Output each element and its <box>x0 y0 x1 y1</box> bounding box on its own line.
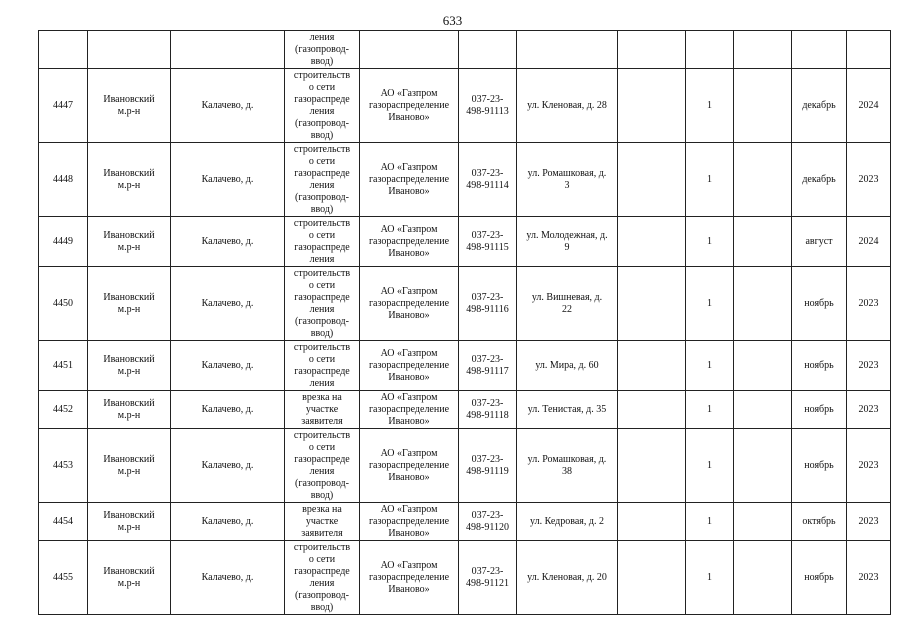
cell-code: 037-23- 498-91115 <box>459 217 517 267</box>
cell-empty <box>734 429 792 503</box>
cell-municipality: Ивановский м.р-н <box>88 143 171 217</box>
cell-address: ул. Кленовая, д. 28 <box>517 69 618 143</box>
cell-count: 1 <box>686 217 734 267</box>
table-row <box>39 69 891 143</box>
cell-year: 2023 <box>847 267 891 341</box>
cell-address: ул. Тенистая, д. 35 <box>517 391 618 429</box>
cell-work-type: строительств о сети газораспреде ления (газопровод- ввод) <box>285 267 360 341</box>
cell-code: 037-23- 498-91116 <box>459 267 517 341</box>
cell-count: 1 <box>686 429 734 503</box>
cell-empty <box>734 267 792 341</box>
cell-empty <box>734 503 792 541</box>
cell-organization: АО «Газпром газораспределение Иваново» <box>360 429 459 503</box>
cell-year: 2023 <box>847 429 891 503</box>
table-row <box>39 541 891 615</box>
cell-month: ноябрь <box>792 429 847 503</box>
cell-organization: АО «Газпром газораспределение Иваново» <box>360 69 459 143</box>
continued-row <box>39 31 891 69</box>
cell-empty <box>734 341 792 391</box>
cell-work-type: строительств о сети газораспреде ления (газопровод- ввод) <box>285 429 360 503</box>
cell-address: ул. Кедровая, д. 2 <box>517 503 618 541</box>
cell-month: ноябрь <box>792 341 847 391</box>
table-row <box>39 391 891 429</box>
cell-address: ул. Ромашковая, д. 3 <box>517 143 618 217</box>
cell-year: 2024 <box>847 217 891 267</box>
cell-empty <box>618 429 686 503</box>
cell-empty <box>734 69 792 143</box>
cell-year: 2024 <box>847 69 891 143</box>
cell-organization: АО «Газпром газораспределение Иваново» <box>360 341 459 391</box>
cell-empty <box>618 31 686 69</box>
cell-month: декабрь <box>792 143 847 217</box>
table-row <box>39 267 891 341</box>
cell-year: 2023 <box>847 391 891 429</box>
cell-count: 1 <box>686 503 734 541</box>
cell-municipality: Ивановский м.р-н <box>88 217 171 267</box>
cell-empty <box>171 31 285 69</box>
cell-organization: АО «Газпром газораспределение Иваново» <box>360 541 459 615</box>
page-number: 633 <box>442 13 463 28</box>
table-row <box>39 429 891 503</box>
cell-number: 4450 <box>39 267 88 341</box>
cell-empty <box>734 217 792 267</box>
cell-empty <box>360 31 459 69</box>
cell-locality: Калачево, д. <box>171 341 285 391</box>
cell-municipality: Ивановский м.р-н <box>88 429 171 503</box>
cell-count: 1 <box>686 267 734 341</box>
cell-address: ул. Мира, д. 60 <box>517 341 618 391</box>
cell-organization: АО «Газпром газораспределение Иваново» <box>360 503 459 541</box>
cell-locality: Калачево, д. <box>171 69 285 143</box>
cell-organization: АО «Газпром газораспределение Иваново» <box>360 143 459 217</box>
cell-municipality: Ивановский м.р-н <box>88 503 171 541</box>
cell-empty <box>459 31 517 69</box>
cell-work-type: врезка на участке заявителя <box>285 391 360 429</box>
cell-locality: Калачево, д. <box>171 391 285 429</box>
cell-municipality: Ивановский м.р-н <box>88 341 171 391</box>
cell-municipality: Ивановский м.р-н <box>88 541 171 615</box>
cell-empty <box>686 31 734 69</box>
cell-year: 2023 <box>847 541 891 615</box>
table-row <box>39 217 891 267</box>
cell-number: 4454 <box>39 503 88 541</box>
cell-count: 1 <box>686 143 734 217</box>
cell-month: октябрь <box>792 503 847 541</box>
cell-empty <box>618 391 686 429</box>
table-row <box>39 341 891 391</box>
cell-empty <box>847 31 891 69</box>
cell-number: 4455 <box>39 541 88 615</box>
cell-month: ноябрь <box>792 267 847 341</box>
cell-work-type: строительств о сети газораспреде ления (газопровод- ввод) <box>285 541 360 615</box>
cell-address: ул. Молодежная, д. 9 <box>517 217 618 267</box>
cell-locality: Калачево, д. <box>171 541 285 615</box>
cell-address: ул. Ромашковая, д. 38 <box>517 429 618 503</box>
cell-year: 2023 <box>847 503 891 541</box>
cell-locality: Калачево, д. <box>171 267 285 341</box>
cell-organization: АО «Газпром газораспределение Иваново» <box>360 391 459 429</box>
cell-municipality: Ивановский м.р-н <box>88 267 171 341</box>
cell-empty <box>618 217 686 267</box>
cell-empty <box>618 69 686 143</box>
cell-code: 037-23- 498-91121 <box>459 541 517 615</box>
cell-empty <box>734 31 792 69</box>
cell-count: 1 <box>686 341 734 391</box>
cell-address: ул. Вишневая, д. 22 <box>517 267 618 341</box>
cell-number: 4447 <box>39 69 88 143</box>
cell-month: декабрь <box>792 69 847 143</box>
cell-empty <box>618 503 686 541</box>
cell-month: ноябрь <box>792 391 847 429</box>
table-row <box>39 503 891 541</box>
cell-empty <box>88 31 171 69</box>
cell-locality: Калачево, д. <box>171 143 285 217</box>
cell-month: август <box>792 217 847 267</box>
cell-locality: Калачево, д. <box>171 429 285 503</box>
cell-work-type: строительств о сети газораспреде ления <box>285 217 360 267</box>
cell-number: 4451 <box>39 341 88 391</box>
cell-month: ноябрь <box>792 541 847 615</box>
cell-number: 4453 <box>39 429 88 503</box>
cell-work-type: ления (газопровод- ввод) <box>285 31 360 69</box>
cell-locality: Калачево, д. <box>171 503 285 541</box>
cell-organization: АО «Газпром газораспределение Иваново» <box>360 267 459 341</box>
cell-code: 037-23- 498-91118 <box>459 391 517 429</box>
cell-count: 1 <box>686 541 734 615</box>
cell-empty <box>734 143 792 217</box>
cell-work-type: строительств о сети газораспреде ления (газопровод- ввод) <box>285 69 360 143</box>
cell-number: 4452 <box>39 391 88 429</box>
cell-empty <box>517 31 618 69</box>
cell-empty <box>618 341 686 391</box>
cell-code: 037-23- 498-91113 <box>459 69 517 143</box>
cell-empty <box>618 541 686 615</box>
cell-empty <box>618 143 686 217</box>
cell-municipality: Ивановский м.р-н <box>88 69 171 143</box>
cell-code: 037-23- 498-91120 <box>459 503 517 541</box>
cell-address: ул. Кленовая, д. 20 <box>517 541 618 615</box>
cell-municipality: Ивановский м.р-н <box>88 391 171 429</box>
cell-code: 037-23- 498-91114 <box>459 143 517 217</box>
cell-empty <box>39 31 88 69</box>
cell-organization: АО «Газпром газораспределение Иваново» <box>360 217 459 267</box>
cell-empty <box>792 31 847 69</box>
table-body <box>39 31 891 615</box>
cell-locality: Калачево, д. <box>171 217 285 267</box>
cell-count: 1 <box>686 69 734 143</box>
cell-year: 2023 <box>847 143 891 217</box>
registry-table <box>38 30 891 615</box>
cell-empty <box>734 391 792 429</box>
cell-code: 037-23- 498-91119 <box>459 429 517 503</box>
cell-number: 4448 <box>39 143 88 217</box>
cell-year: 2023 <box>847 341 891 391</box>
cell-work-type: строительств о сети газораспреде ления <box>285 341 360 391</box>
cell-code: 037-23- 498-91117 <box>459 341 517 391</box>
cell-empty <box>618 267 686 341</box>
cell-number: 4449 <box>39 217 88 267</box>
cell-work-type: врезка на участке заявителя <box>285 503 360 541</box>
cell-empty <box>734 541 792 615</box>
cell-count: 1 <box>686 391 734 429</box>
cell-work-type: строительств о сети газораспреде ления (газопровод- ввод) <box>285 143 360 217</box>
table-row <box>39 143 891 217</box>
